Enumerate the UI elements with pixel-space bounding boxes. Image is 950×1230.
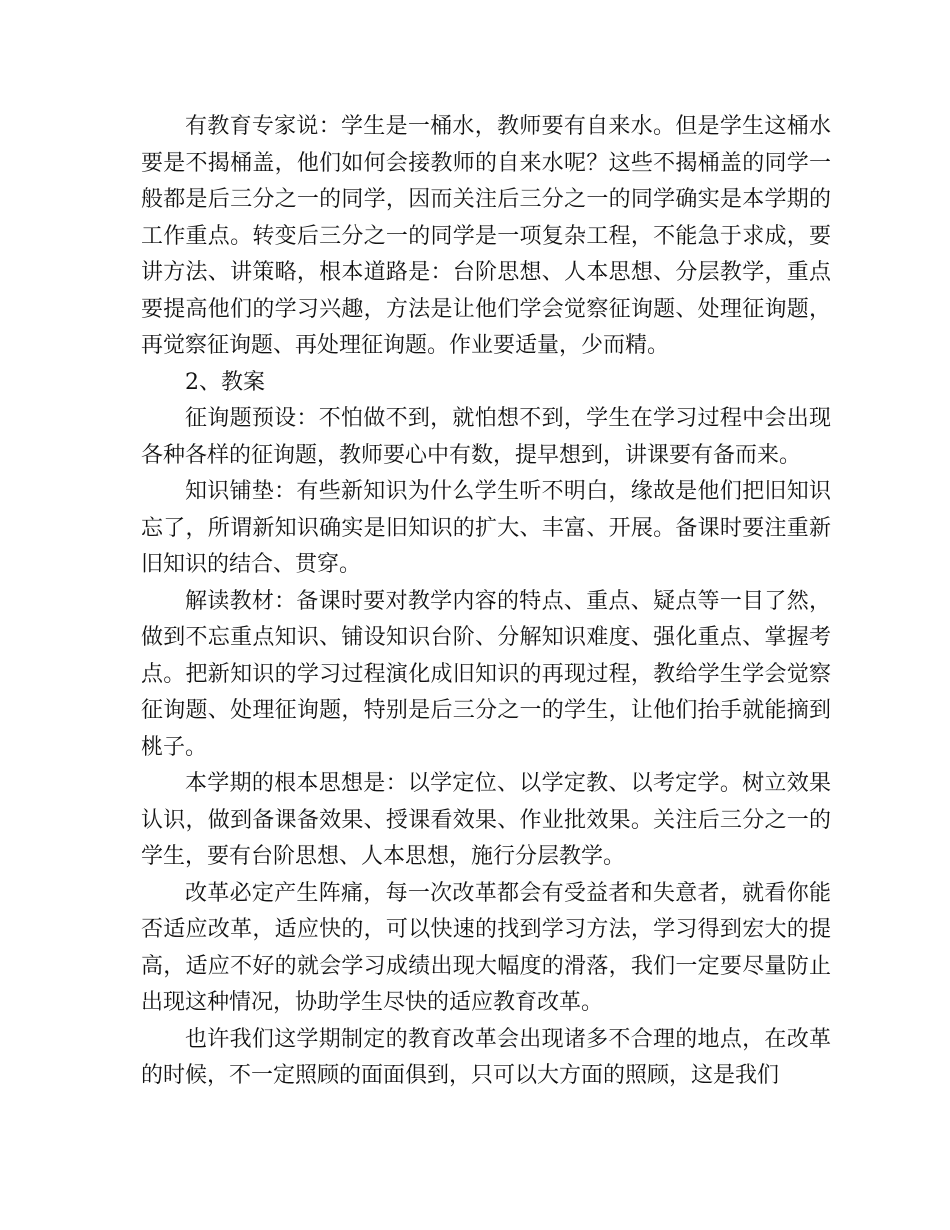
- section-heading-lesson-plan: 2、教案: [185, 369, 265, 395]
- document-page: [141, 109, 831, 1095]
- paragraph-reform-pain: 改革必定产生阵痛，每一次改革都会有受益者和失意者，就看你能否适应改革，适应快的，可以快速的找到学习方法，学习得到宏大的提高，适应不好的就会学习成绩出现大幅度的滑落，我们一定要尽量防止出现这种情况，协助学生尽快的适应教育改革。: [141, 880, 831, 1015]
- paragraph-textbook-reading: 解读教材：备课时要对教学内容的特点、重点、疑点等一目了然，做到不忘重点知识、铺设知识台阶、分解知识难度、强化重点、掌握考点。把新知识的学习过程演化成旧知识的再现过程，教给学生学会觉察征询题、处理征询题，特别是后三分之一的学生，让他们抬手就能摘到桃子。: [141, 588, 831, 760]
- paragraph-reform-issues: 也许我们这学期制定的教育改革会出现诸多不合理的地点，在改革的时候，不一定照顾的面面俱到，只可以大方面的照顾，这是我们: [141, 1026, 831, 1088]
- paragraph-knowledge-foundation: 知识铺垫：有些新知识为什么学生听不明白，缘故是他们把旧知识忘了，所谓新知识确实是旧知识的扩大、丰富、开展。备课时要注重新旧知识的结合、贯穿。: [141, 479, 831, 577]
- paragraph-basic-thought: 本学期的根本思想是：以学定位、以学定教、以考定学。树立效果认识，做到备课备效果、授课看效果、作业批效果。关注后三分之一的学生，要有台阶思想、人本思想，施行分层教学。: [141, 771, 831, 869]
- paragraph-expert-quote: 有教育专家说：学生是一桶水，教师要有自来水。但是学生这桶水要是不揭桶盖，他们如何会接教师的自来水呢？这些不揭桶盖的同学一般都是后三分之一的同学，因而关注后三分之一的同学确实是本学期的工作重点。转变后三分之一的同学是一项复杂工程，不能急于求成，要讲方法、讲策略，根本道路是：台阶思想、人本思想、分层教学，重点要提高他们的学习兴趣，方法是让他们学会觉察征询题、处理征询题，再觉察征询题、再处理征询题。作业要适量，少而精。: [141, 114, 831, 358]
- paragraph-question-preset: 征询题预设：不怕做不到，就怕想不到，学生在学习过程中会出现各种各样的征询题，教师要心中有数，提早想到，讲课要有备而来。: [141, 406, 831, 468]
